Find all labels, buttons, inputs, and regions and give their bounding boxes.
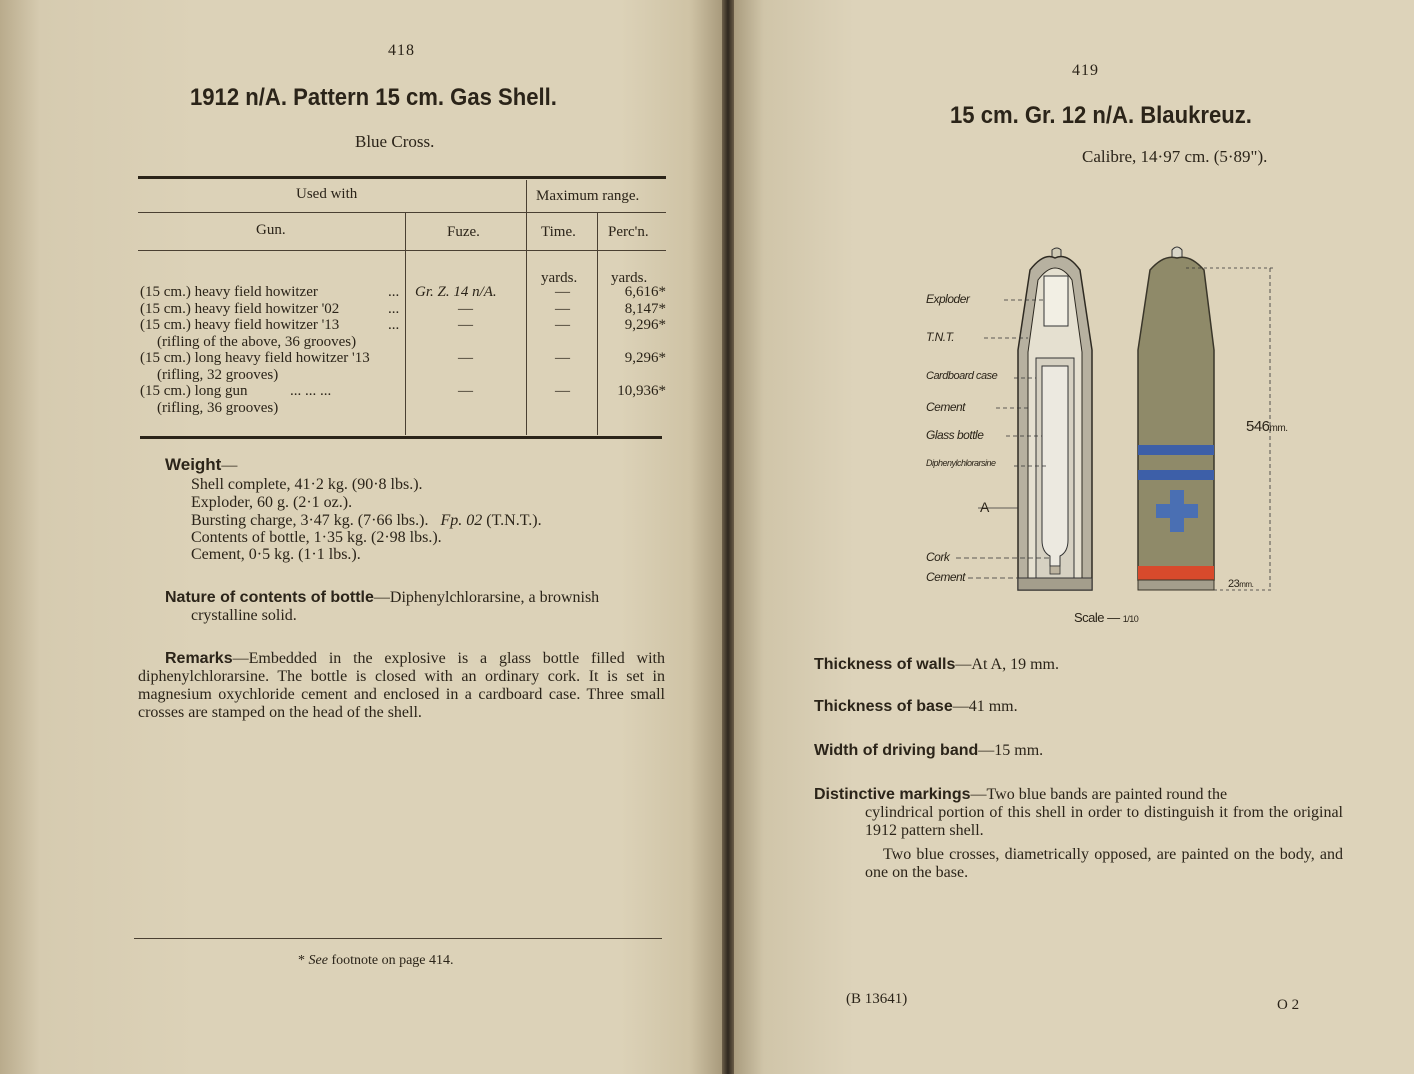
table-cell-percn: 9,296* [624, 350, 666, 366]
bursting-charge-tail: (T.N.T.). [486, 512, 542, 529]
page-number-419: 419 [1072, 62, 1099, 79]
unit-time: yards. [541, 270, 578, 286]
table-cell-gun: (15 cm.) heavy field howitzer [140, 284, 318, 300]
page-subtitle: Blue Cross. [355, 132, 435, 151]
page-number-418: 418 [388, 42, 415, 59]
shell-figure [914, 240, 1314, 640]
table-cell-fuze: Gr. Z. 14 n/A. [415, 284, 497, 300]
header-used-with: Used with [296, 186, 358, 202]
thickness-base-text: —41 mm. [952, 698, 1018, 715]
footnote-rule [134, 938, 662, 939]
scale-label: Scale — [1074, 610, 1120, 625]
table-cell-gun: (rifling, 36 grooves) [157, 399, 279, 416]
dimension-band [1228, 578, 1253, 590]
table-header-rule [138, 212, 666, 213]
nature-text-2: crystalline solid. [191, 607, 297, 624]
dimension-length [1246, 418, 1287, 435]
table-cell-gun: (rifling of the above, 36 grooves) [157, 333, 357, 350]
label-tnt: T.N.T. [926, 330, 955, 344]
weight-heading: Weight [165, 455, 222, 474]
table-cell-percn: 10,936* [617, 383, 666, 399]
distinctive-markings-text-2: cylindrical portion of this shell in order to distinguish it from the original 1912 pattern shell. [865, 804, 1343, 839]
book-gutter [722, 0, 734, 1074]
thickness-walls-heading: Thickness of walls [814, 656, 956, 673]
label-cement: Cement [926, 400, 966, 414]
nature-section [165, 589, 599, 607]
thickness-base [814, 698, 1018, 716]
table-cell-time: — [555, 317, 570, 333]
table-cell-time: — [555, 300, 570, 317]
remarks-section [138, 650, 665, 722]
bursting-charge-text: Bursting charge, 3·47 kg. (7·66 lbs.). [191, 512, 429, 529]
page-title: 1912 n/A. Pattern 15 cm. Gas Shell. [190, 84, 557, 111]
weight-line-4: Contents of bottle, 1·35 kg. (2·98 lbs.). [191, 529, 442, 546]
table-vline-time [597, 213, 598, 435]
driving-band-heading: Width of driving band [814, 742, 979, 759]
scale-value: 1/10 [1122, 614, 1139, 624]
label-exploder: Exploder [926, 292, 970, 306]
distinctive-markings-heading: Distinctive markings [814, 786, 971, 803]
footer-sheet-mark: O 2 [1277, 997, 1300, 1013]
table-cell-gun: (15 cm.) long gun [140, 383, 248, 399]
page-title-right: 15 cm. Gr. 12 n/A. Blaukreuz. [950, 102, 1252, 129]
table-cell-time: — [555, 284, 570, 300]
bursting-charge-type: Fp. 02 [440, 512, 483, 529]
driving-band-text: —15 mm. [978, 742, 1044, 759]
footer-signature: (B 13641) [846, 991, 908, 1007]
footnote [298, 952, 454, 970]
footnote-see: See [308, 953, 328, 968]
weight-line-2: Exploder, 60 g. (2·1 oz.). [191, 494, 353, 511]
table-top-rule [138, 176, 666, 179]
table-cell-fuze: — [458, 383, 473, 399]
table-cell-dots: ... ... ... [290, 383, 332, 399]
label-cork: Cork [926, 550, 950, 564]
distinctive-markings-text-3: Two blue crosses, diametrically opposed, are painted on the body, and one on the base. [865, 846, 1343, 881]
nature-text: —Diphenylchlorarsine, a brownish [373, 589, 600, 606]
footnote-text: footnote on page 414. [331, 953, 454, 968]
weight-line-5: Cement, 0·5 kg. (1·1 lbs.). [191, 546, 361, 563]
scale-caption [1074, 610, 1138, 625]
table-bottom-rule [140, 436, 662, 439]
header-max-range: Maximum range. [536, 188, 640, 204]
distinctive-markings-text: —Two blue bands are painted round the [970, 786, 1228, 803]
dimension-length-value: 546 [1246, 418, 1270, 435]
label-cardboard-case: Cardboard case [926, 370, 998, 382]
table-header-rule-2 [138, 250, 666, 251]
label-cement-base: Cement [926, 570, 966, 584]
table-cell-fuze: — [458, 300, 473, 317]
table-cell-percn: 6,616* [624, 284, 666, 300]
table-cell-fuze: — [458, 350, 473, 366]
nature-heading: Nature of contents of bottle [165, 589, 374, 606]
header-fuze: Fuze. [447, 224, 480, 240]
table-cell-time: — [555, 350, 570, 366]
table-vline-fuze [526, 180, 527, 435]
table-cell-percn: 9,296* [624, 317, 666, 333]
weight-dash: — [221, 457, 238, 474]
label-a: A [980, 499, 989, 515]
weight-line-1: Shell complete, 41·2 kg. (90·8 lbs.). [191, 476, 423, 493]
dimension-band-value: 23 [1228, 578, 1240, 590]
header-gun: Gun. [256, 222, 286, 238]
driving-band [814, 742, 1043, 760]
table-cell-fuze: — [458, 317, 473, 333]
distinctive-markings [814, 786, 1227, 804]
header-percn: Perc'n. [608, 224, 649, 240]
label-diphenylchlorarsine: Diphenylchlorarsine [926, 458, 996, 468]
table-cell-gun: (rifling, 32 grooves) [157, 366, 279, 383]
dimension-length-unit: mm. [1269, 423, 1288, 434]
unit-percn: yards. [611, 270, 648, 286]
sectional-view [1018, 248, 1092, 590]
table-vline-gun [405, 213, 406, 435]
table-cell-gun: (15 cm.) heavy field howitzer '13 [140, 317, 340, 333]
thickness-walls [814, 656, 1059, 674]
remarks-text: —Embedded in the explosive is a glass bottle filled with diphenylchlorarsine. The bottle is closed with an ordinary cork. It is set in magnesium oxychloride cement and enclosed in a cardboard case. Three small crosses are stamped on the head of the shell. [138, 650, 665, 721]
table-cell-gun: (15 cm.) long heavy field howitzer '13 [140, 350, 370, 366]
table-cell-percn: 8,147* [624, 300, 666, 317]
table-cell-dots: ... [388, 284, 400, 300]
table-cell-dots: ... [388, 300, 400, 317]
table-cell-gun: (15 cm.) heavy field howitzer '02 [140, 300, 340, 317]
label-glass-bottle: Glass bottle [926, 428, 984, 442]
dimension-band-unit: mm. [1239, 580, 1254, 589]
table-cell-time: — [555, 383, 570, 399]
footnote-mark: * [298, 953, 305, 968]
header-time: Time. [541, 224, 576, 240]
calibre-subtitle: Calibre, 14·97 cm. (5·89"). [1082, 147, 1268, 166]
weight-section [165, 456, 237, 475]
exterior-view [1138, 247, 1214, 590]
weight-line-3 [191, 512, 542, 530]
thickness-base-heading: Thickness of base [814, 698, 953, 715]
right-page [734, 0, 1414, 1074]
table-cell-dots: ... [388, 317, 400, 333]
thickness-walls-text: —At A, 19 mm. [955, 656, 1059, 673]
remarks-heading: Remarks [165, 650, 233, 667]
